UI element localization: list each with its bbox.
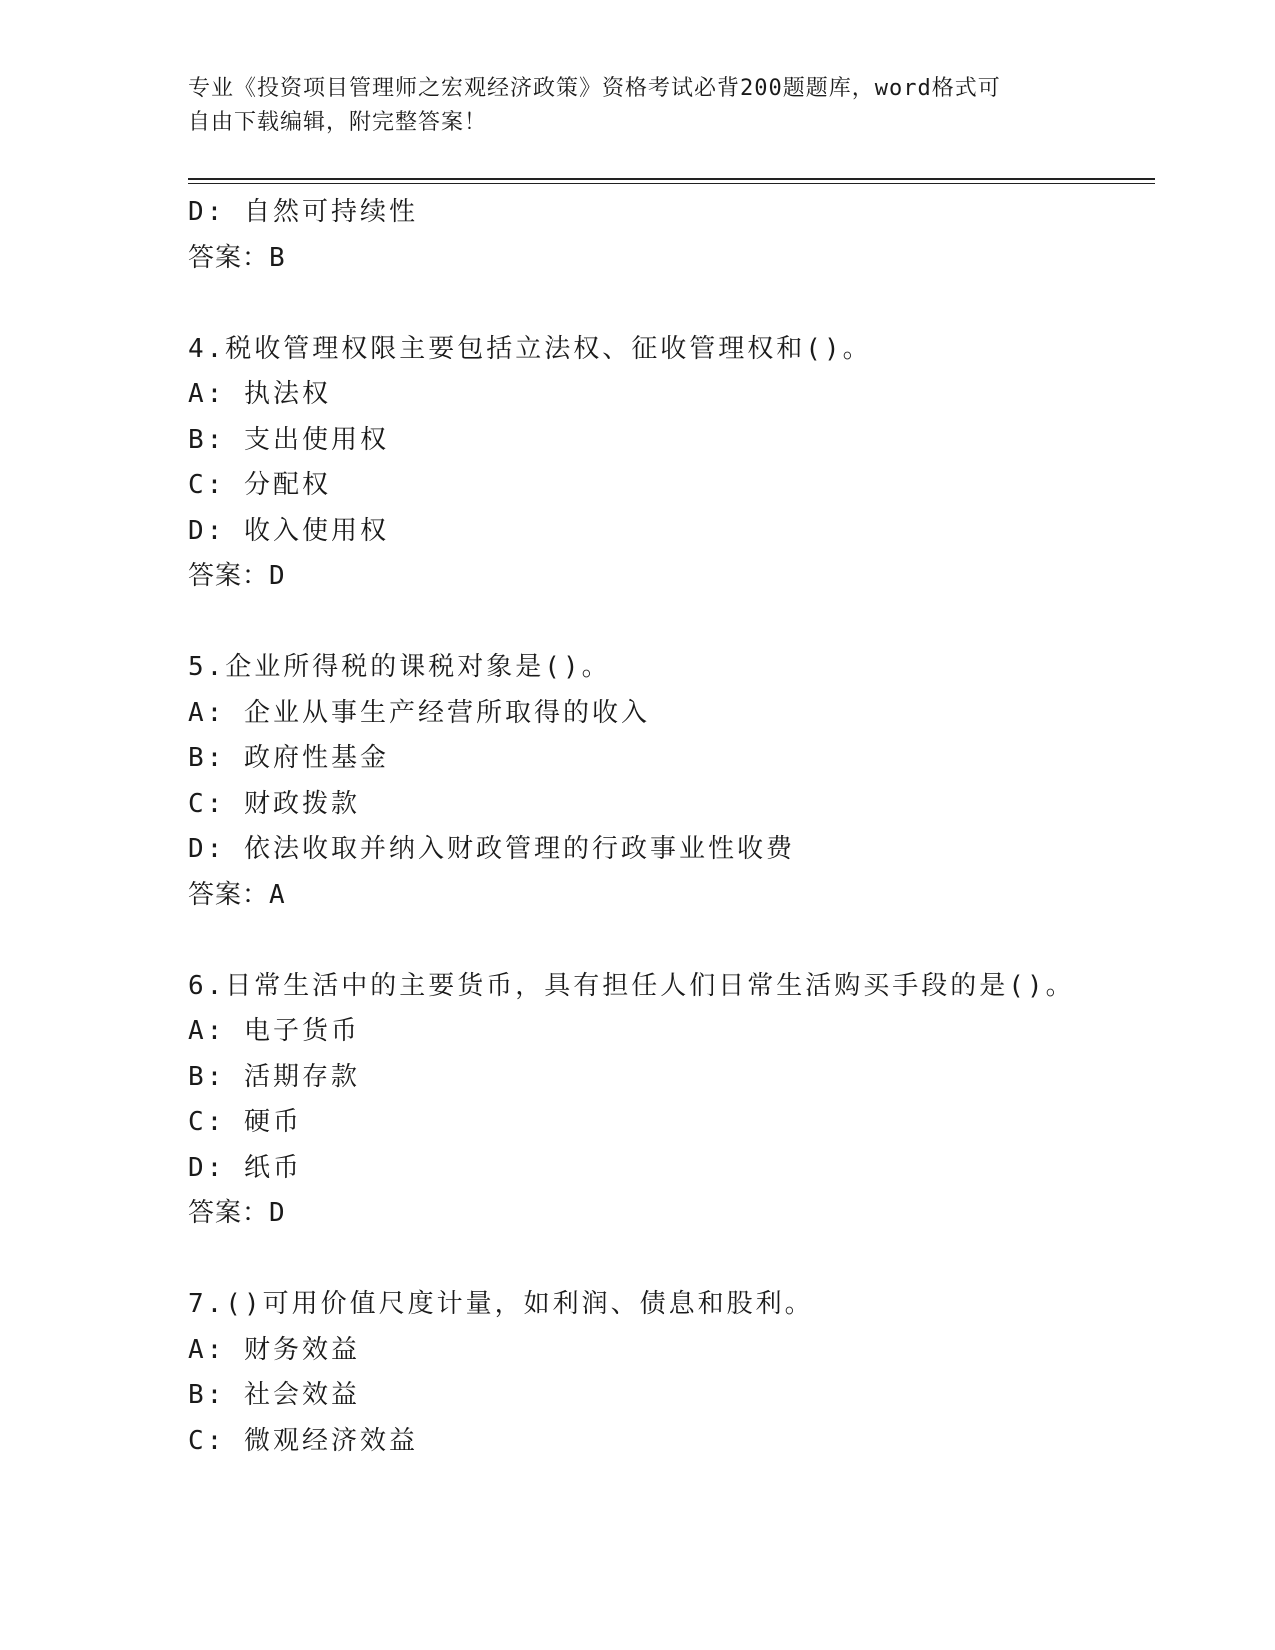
document-header <box>188 72 1088 140</box>
answer: 答案：D <box>188 561 286 591</box>
header-line-1: 专业《投资项目管理师之宏观经济政策》资格考试必背200题题库，word格式可 <box>188 76 1001 101</box>
question-stem: 4.税收管理权限主要包括立法权、征收管理权和()。 <box>188 333 872 364</box>
option-a: A: 执法权 <box>188 379 331 409</box>
spacer <box>188 281 1148 327</box>
question-7 <box>188 1282 1148 1464</box>
option-c: C: 微观经济效益 <box>188 1425 418 1456</box>
question-4 <box>188 327 1148 600</box>
header-line-2: 自由下载编辑，附完整答案！ <box>188 110 488 135</box>
answer: 答案：D <box>188 1198 286 1228</box>
option-b: B: 政府性基金 <box>188 743 389 773</box>
answer: 答案：B <box>188 242 286 273</box>
option-c: C: 硬币 <box>188 1107 302 1137</box>
option-d: D: 自然可持续性 <box>188 197 418 227</box>
option-c: C: 财政拨款 <box>188 788 360 819</box>
question-list <box>188 190 1148 1464</box>
spacer <box>188 600 1148 646</box>
option-b: B: 活期存款 <box>188 1061 360 1092</box>
option-d: D: 纸币 <box>188 1152 302 1183</box>
option-a: A: 企业从事生产经营所取得的收入 <box>188 697 650 728</box>
option-d: D: 收入使用权 <box>188 515 389 546</box>
option-a: A: 财务效益 <box>188 1334 360 1365</box>
spacer <box>188 1237 1148 1283</box>
option-b: B: 支出使用权 <box>188 424 389 455</box>
answer: 答案：A <box>188 879 286 910</box>
option-a: A: 电子货币 <box>188 1016 360 1046</box>
question-5 <box>188 645 1148 918</box>
question-stem: 6.日常生活中的主要货币，具有担任人们日常生活购买手段的是()。 <box>188 970 1075 1001</box>
question-6 <box>188 964 1148 1237</box>
option-d: D: 依法收取并纳入财政管理的行政事业性收费 <box>188 834 795 864</box>
header-divider-thick <box>188 178 1155 180</box>
question-stem: 5.企业所得税的课税对象是()。 <box>188 652 611 682</box>
question-stem: 7.()可用价值尺度计量，如利润、债息和股利。 <box>188 1289 814 1319</box>
header-divider-thin <box>188 183 1155 184</box>
option-c: C: 分配权 <box>188 470 331 500</box>
question-fragment <box>188 190 1148 281</box>
option-b: B: 社会效益 <box>188 1380 360 1410</box>
spacer <box>188 918 1148 964</box>
